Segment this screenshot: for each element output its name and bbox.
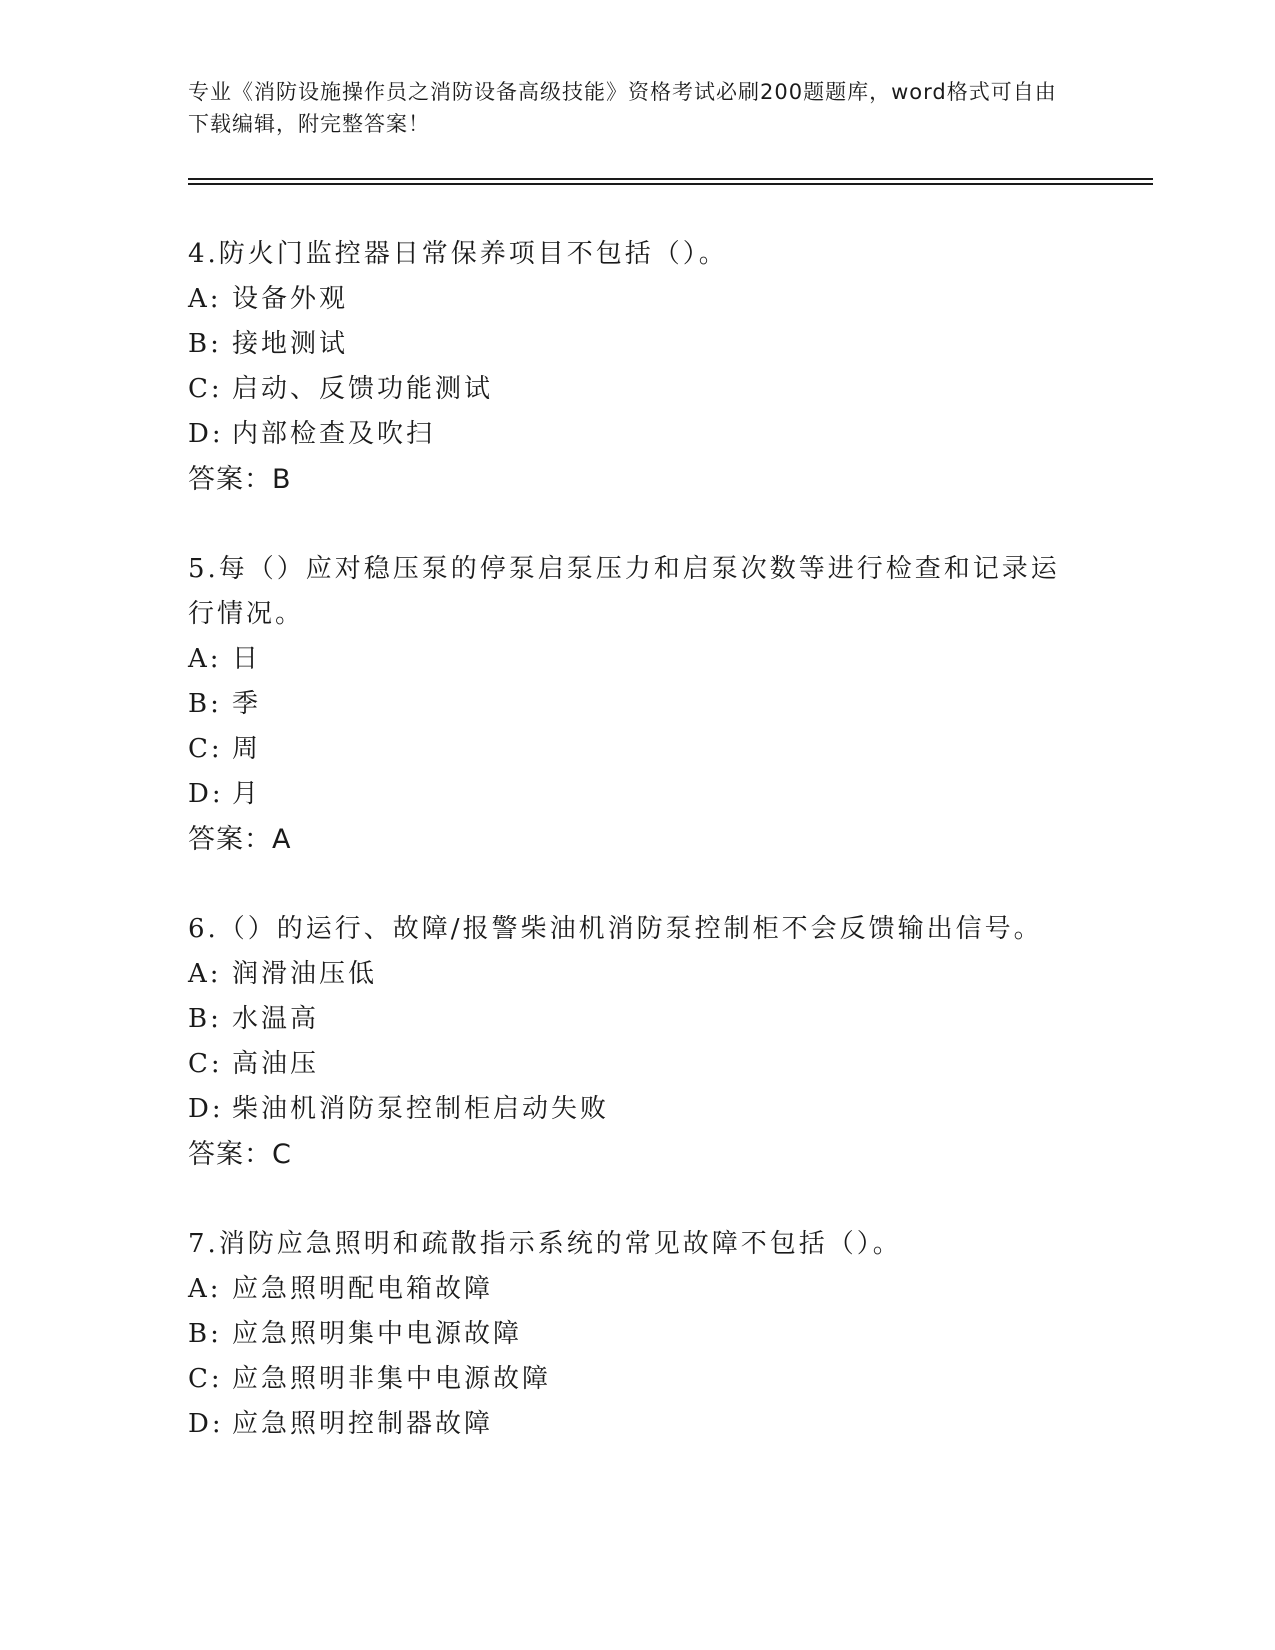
- option-d: [188, 1087, 1088, 1132]
- option-d: [188, 412, 1088, 457]
- option-c: [188, 367, 1088, 412]
- option-key: A:: [188, 1274, 222, 1304]
- option-a: [188, 1267, 1088, 1312]
- answer-line: 答案：A: [188, 824, 292, 855]
- option-key: A:: [188, 644, 222, 674]
- option-text: 接地测试: [232, 329, 349, 359]
- option-key: A:: [188, 959, 222, 989]
- option-key: C:: [188, 1049, 223, 1079]
- option-key: D:: [188, 779, 224, 809]
- option-b: [188, 997, 1088, 1042]
- question-4: [188, 232, 1088, 502]
- option-text: 季: [232, 689, 262, 719]
- option-key: D:: [188, 1409, 224, 1439]
- option-text: 应急照明非集中电源故障: [232, 1364, 552, 1394]
- option-c: [188, 727, 1088, 772]
- question-stem: 4.防火门监控器日常保养项目不包括（）。: [188, 239, 728, 269]
- question-6: [188, 907, 1088, 1177]
- question-list: [188, 232, 1088, 1492]
- question-stem: 7.消防应急照明和疏散指示系统的常见故障不包括（）。: [188, 1229, 902, 1259]
- question-7: [188, 1222, 1088, 1447]
- option-key: C:: [188, 1364, 223, 1394]
- option-text: 应急照明集中电源故障: [232, 1319, 523, 1349]
- option-key: B:: [188, 1004, 222, 1034]
- option-c: [188, 1357, 1088, 1402]
- option-key: B:: [188, 689, 222, 719]
- question-stem: 5.每（）应对稳压泵的停泵启泵压力和启泵次数等进行检查和记录运行情况。: [188, 554, 1060, 629]
- option-c: [188, 1042, 1088, 1087]
- option-text: 高油压: [232, 1049, 320, 1079]
- option-text: 内部检查及吹扫: [232, 419, 436, 449]
- option-text: 柴油机消防泵控制柜启动失败: [232, 1094, 610, 1124]
- answer-line: 答案：B: [188, 464, 292, 495]
- answer-line: 答案：C: [188, 1139, 292, 1170]
- option-text: 水温高: [232, 1004, 320, 1034]
- header-rule-top: [188, 178, 1153, 180]
- option-key: A:: [188, 284, 222, 314]
- option-text: 日: [232, 644, 262, 674]
- question-5: [188, 547, 1088, 862]
- option-a: [188, 637, 1088, 682]
- option-b: [188, 1312, 1088, 1357]
- option-a: [188, 277, 1088, 322]
- option-key: B:: [188, 1319, 222, 1349]
- option-key: D:: [188, 1094, 224, 1124]
- option-text: 设备外观: [232, 284, 349, 314]
- header-rule-bottom: [188, 183, 1153, 185]
- option-key: D:: [188, 419, 224, 449]
- option-key: C:: [188, 374, 223, 404]
- question-stem: 6.（）的运行、故障/报警柴油机消防泵控制柜不会反馈输出信号。: [188, 914, 1043, 944]
- option-text: 启动、反馈功能测试: [232, 374, 494, 404]
- option-text: 应急照明配电箱故障: [232, 1274, 494, 1304]
- option-d: [188, 1402, 1088, 1447]
- option-b: [188, 682, 1088, 727]
- option-key: B:: [188, 329, 222, 359]
- document-intro: 专业《消防设施操作员之消防设备高级技能》资格考试必刷200题题库，word格式可自由下载编辑，附完整答案！: [188, 80, 1057, 136]
- option-d: [188, 772, 1088, 817]
- option-a: [188, 952, 1088, 997]
- option-b: [188, 322, 1088, 367]
- option-text: 应急照明控制器故障: [232, 1409, 494, 1439]
- option-key: C:: [188, 734, 223, 764]
- option-text: 润滑油压低: [232, 959, 378, 989]
- option-text: 月: [232, 779, 262, 809]
- option-text: 周: [232, 734, 262, 764]
